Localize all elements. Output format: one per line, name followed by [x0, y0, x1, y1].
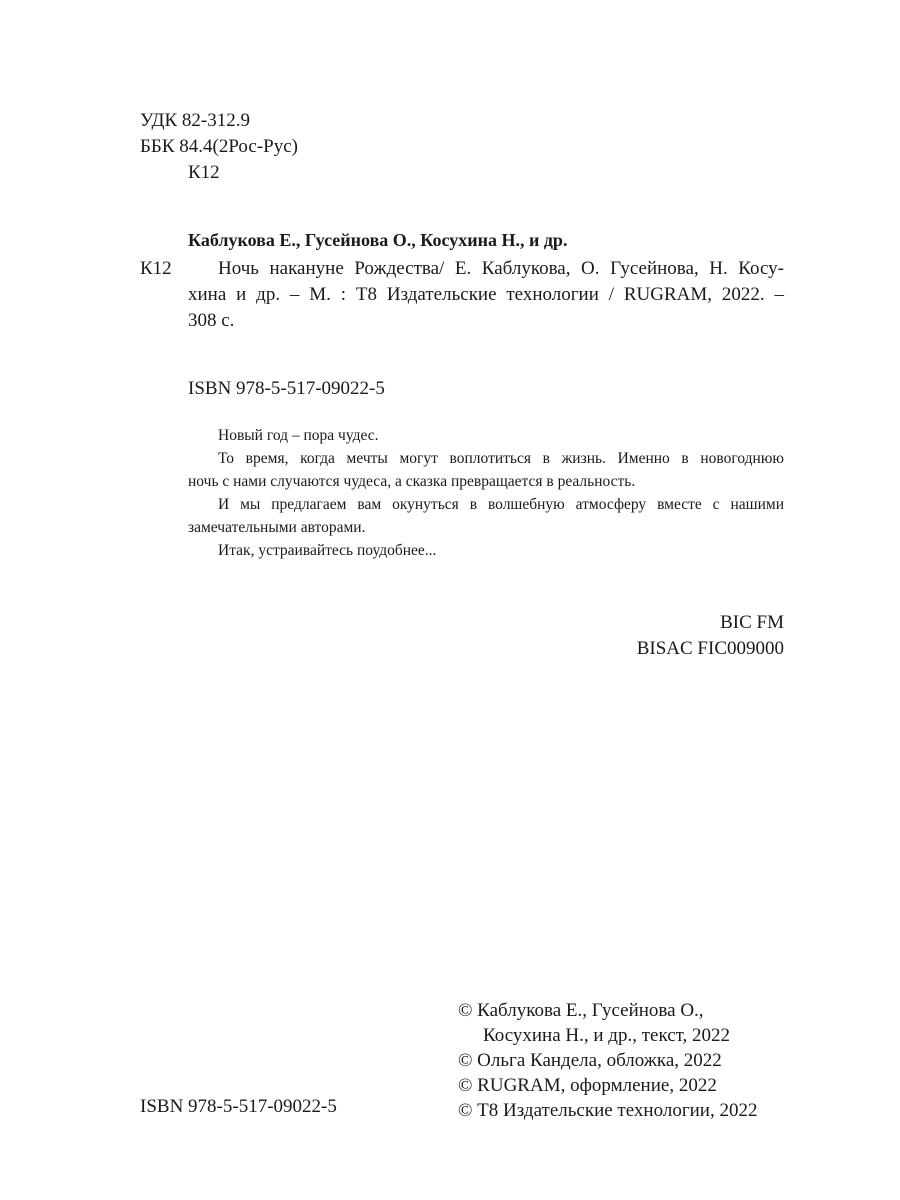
copyright-line: © Т8 Издательские технологии, 2022: [458, 1100, 758, 1121]
bisac-code: BISAC FIC009000: [636, 638, 784, 659]
catalog-description: [188, 256, 784, 334]
copyright-line: © Ольга Кандела, обложка, 2022: [458, 1050, 722, 1071]
footer-isbn: ISBN 978-5-517-09022-5: [140, 1096, 337, 1117]
annotation-paragraph: И мы предлагаем вам окунуться в волшебную атмосферу вместе с нашими: [218, 496, 784, 513]
description-line: 308 с.: [188, 310, 235, 331]
catalog-isbn: ISBN 978-5-517-09022-5: [188, 378, 385, 399]
annotation-paragraph: Новый год – пора чудес.: [218, 427, 379, 444]
author-mark: К12: [188, 162, 220, 183]
catalog-authors: Каблукова Е., Гусейнова О., Косухина Н., и др.: [188, 230, 568, 250]
description-line: хина и др. – М. : Т8 Издательские технологии / RUGRAM, 2022. –: [188, 284, 784, 305]
annotation-paragraph-continuation: ночь с нами случаются чудеса, а сказка превращается в реальность.: [188, 473, 636, 490]
annotation-paragraph-continuation: замечательными авторами.: [188, 519, 366, 536]
copyright-line: © RUGRAM, оформление, 2022: [458, 1075, 717, 1096]
classification-codes: [140, 108, 298, 186]
copyright-line: Косухина Н., и др., текст, 2022: [483, 1025, 731, 1046]
copyright-line: © Каблукова Е., Гусейнова О.,: [458, 1000, 704, 1021]
udk-code: УДК 82-312.9: [140, 110, 250, 131]
catalog-author-mark: К12: [140, 258, 172, 279]
description-line: Ночь накануне Рождества/ Е. Каблукова, О. Гусейнова, Н. Косу-: [218, 258, 784, 279]
subject-codes: [637, 610, 784, 662]
bic-code: BIC FM: [720, 612, 784, 633]
copyright-block: [458, 998, 757, 1123]
annotation-paragraph: То время, когда мечты могут воплотиться в жизнь. Именно в новогоднюю: [218, 450, 784, 467]
bbk-code: ББК 84.4(2Рос-Рус): [140, 136, 298, 157]
annotation: [188, 424, 784, 562]
annotation-paragraph: Итак, устраивайтесь поудобнее...: [218, 542, 437, 559]
